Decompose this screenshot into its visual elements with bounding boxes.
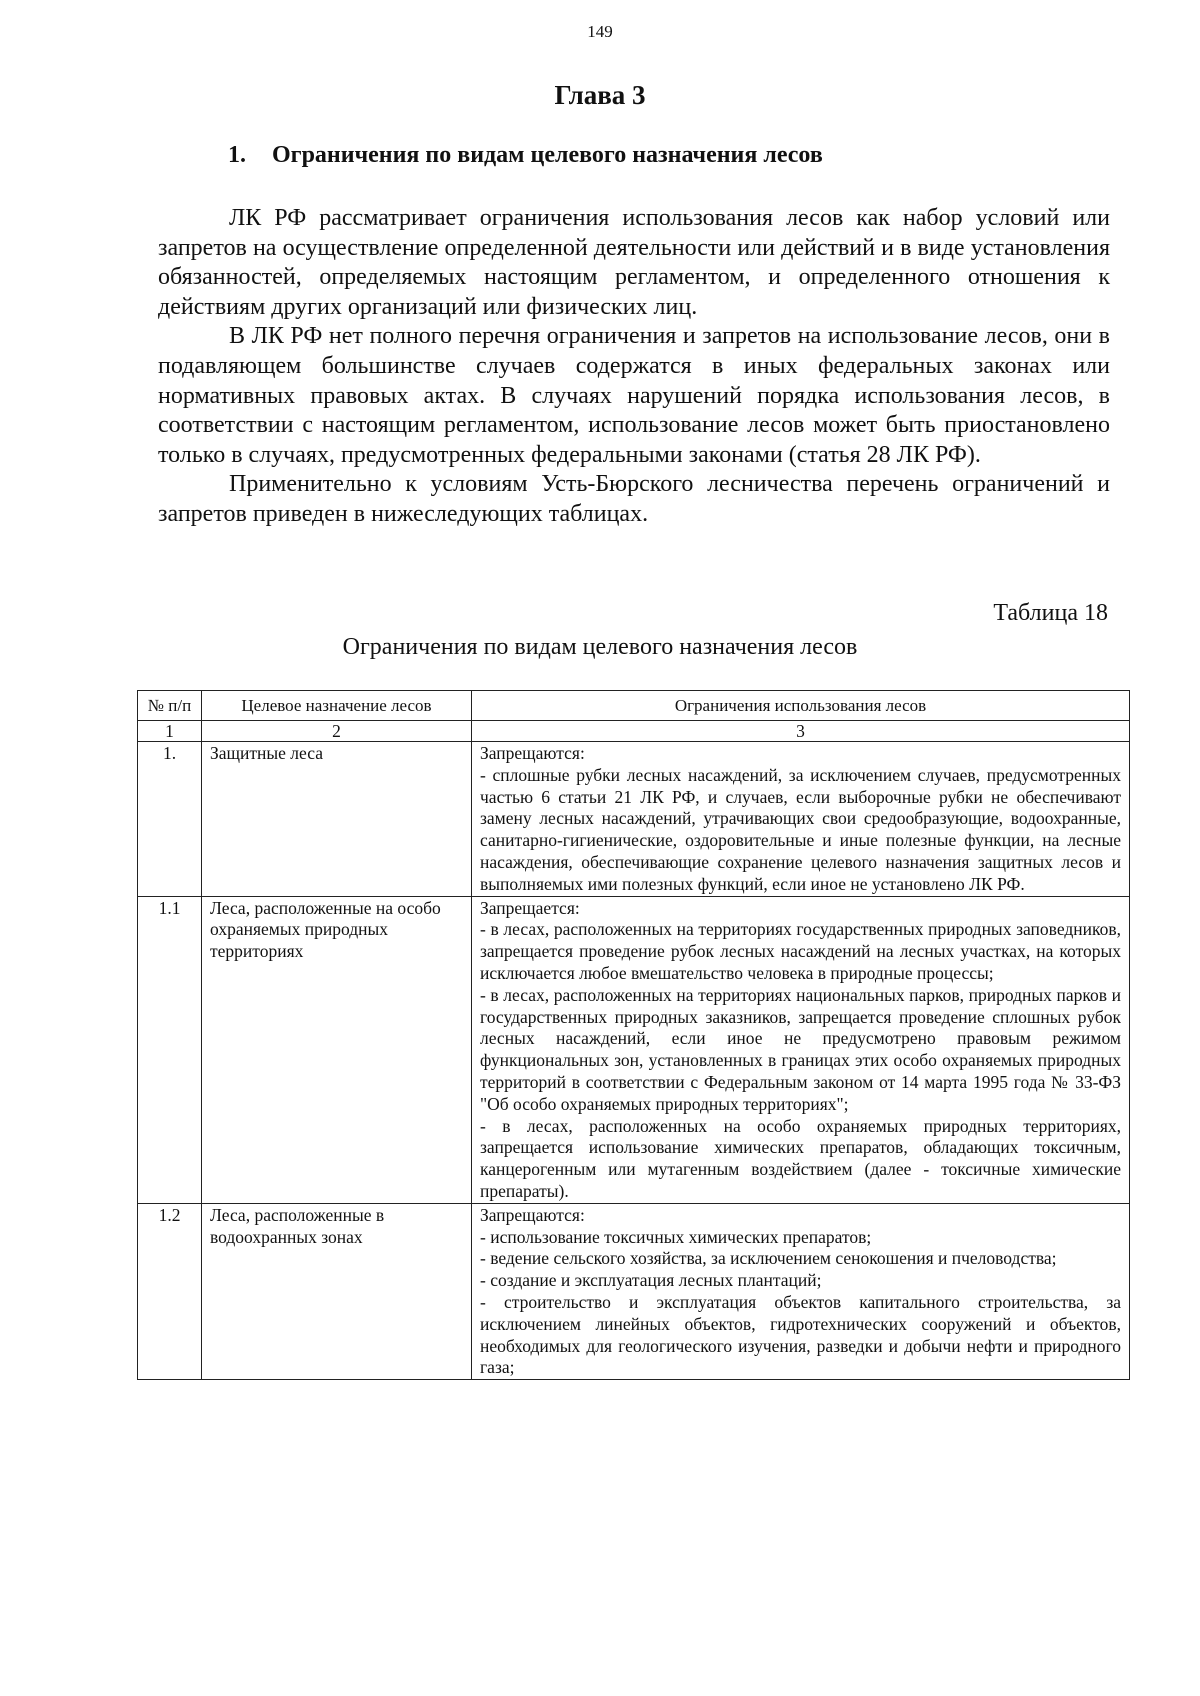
row-purpose: Леса, расположенные в водоохранных зонах (202, 1203, 472, 1379)
page-number: 149 (587, 22, 613, 41)
table-row (138, 896, 1130, 1203)
table-row (138, 1203, 1130, 1379)
column-number-row (138, 721, 1130, 742)
table-title: Ограничения по видам целевого назначения лесов (342, 634, 858, 660)
restriction-line: - в лесах, расположенных на территориях национальных парков, природных парков и государственных природных заказников, запрещается проведение сплошных рубок лесных насаждений, если иное не предусмотрено правовым режимом функциональных зон, установленных в границах этих особо охраняемых природных территорий в соответствии с Федеральным законом от 14 марта 1995 года № 33-ФЗ "Об особо охраняемых природных территориях"; (480, 984, 1121, 1114)
row-restrictions (472, 1203, 1130, 1379)
row-restrictions (472, 896, 1130, 1203)
section-heading (228, 142, 823, 169)
paragraph: Применительно к условиям Усть-Бюрского лесничества перечень ограничений и запретов приведен в нижеследующих таблицах. (158, 471, 1110, 527)
restriction-line: - создание и эксплуатация лесных плантаций; (480, 1270, 822, 1291)
table-header-row (138, 691, 1130, 721)
table-row (138, 742, 1130, 897)
paragraph: ЛК РФ рассматривает ограничения использования лесов как набор условий или запретов на осуществление определенной деятельности или действий и в виде установления обязанностей, определяемых настоящим регламентом, и определенного отношения к действиям других организаций или физических лиц. (158, 205, 1110, 320)
header-restrictions: Ограничения использования лесов (472, 691, 1130, 721)
restriction-line: Запрещаются: (480, 743, 585, 763)
restriction-line: - сплошные рубки лесных насаждений, за исключением случаев, предусмотренных частью 6 статьи 21 ЛК РФ, и случаев, если выборочные рубки не обеспечивают замену лесных насаждений, утрачивающих свои средообразующие, водоохранные, санитарно-гигиенические, оздоровительные и иные полезные функции, на лесные насаждения, обеспечивающие сохранение целевого назначения защитных лесов и выполняемых ими полезных функций, если иное не установлено ЛК РФ. (480, 764, 1121, 894)
section-number: 1. (228, 142, 246, 168)
header-number: № п/п (138, 691, 202, 721)
restriction-line: - ведение сельского хозяйства, за исключением сенокошения и пчеловодства; (480, 1248, 1057, 1269)
restriction-line: - использование токсичных химических препаратов; (480, 1226, 872, 1247)
row-restrictions (472, 742, 1130, 897)
restriction-line: - в лесах, расположенных на территориях государственных природных заповедников, запрещается проведение рубок лесных насаждений на лесных участках, на которых исключается любое вмешательство человека в природные процессы; (480, 919, 1121, 983)
row-number: 1.2 (138, 1203, 202, 1379)
row-number: 1.1 (138, 896, 202, 1203)
column-number: 2 (202, 721, 472, 742)
paragraph: В ЛК РФ нет полного перечня ограничения и запретов на использование лесов, они в подавляющем большинстве случаев содержатся в иных федеральных законах или нормативных правовых актах. В случаях нарушений порядка использования лесов, в соответствии с настоящим регламентом, использование лесов может быть приостановлено только в случаях, предусмотренных федеральными законами (статья 28 ЛК РФ). (158, 323, 1110, 468)
restriction-line: Запрещаются: (480, 1204, 585, 1225)
restrictions-table (137, 690, 1130, 1380)
body-text (158, 204, 1110, 530)
row-purpose: Леса, расположенные на особо охраняемых природных территориях (202, 896, 472, 1203)
column-number: 3 (472, 721, 1130, 742)
chapter-title: Глава 3 (554, 80, 646, 110)
restriction-line: - в лесах, расположенных на особо охраняемых природных территориях, запрещается использование химических препаратов, обладающих токсичным, канцерогенным или мутагенным воздействием (далее - токсичные химические препараты). (480, 1115, 1121, 1201)
restriction-line: - строительство и эксплуатация объектов капитального строительства, за исключением линейных объектов, гидротехнических сооружений и объектов, необходимых для геологического изучения, разведки и добычи нефти и природного газа; (480, 1291, 1121, 1378)
table-caption: Таблица 18 (993, 600, 1108, 626)
section-title: Ограничения по видам целевого назначения лесов (272, 142, 823, 168)
column-number: 1 (138, 721, 202, 742)
row-purpose: Защитные леса (202, 742, 472, 897)
restriction-line: Запрещается: (480, 897, 580, 918)
row-number: 1. (138, 742, 202, 897)
header-purpose: Целевое назначение лесов (202, 691, 472, 721)
